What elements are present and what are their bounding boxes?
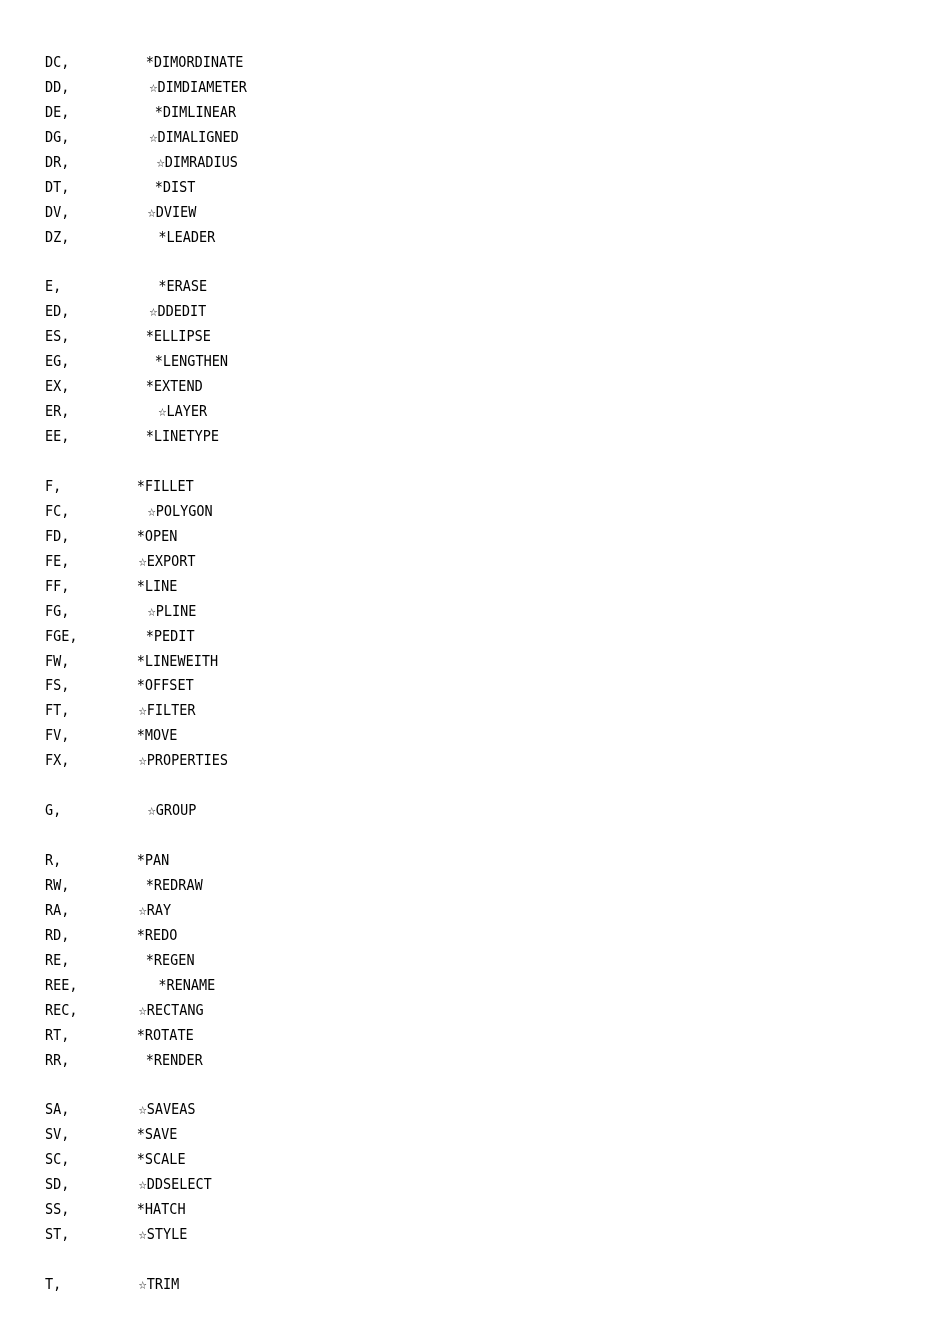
command-name: *DIST — [154, 177, 196, 196]
alias-code: FG, — [45, 601, 70, 620]
list-item — [45, 75, 819, 100]
command-name: ☆DDSELECT — [138, 1175, 212, 1194]
alias-code: ST, — [45, 1225, 70, 1244]
command-name: *SCALE — [136, 1150, 186, 1169]
command-name: *ROTATE — [136, 1025, 194, 1044]
command-name: ☆POLYGON — [147, 501, 213, 520]
list-item — [45, 898, 819, 923]
alias-code: ER, — [45, 402, 70, 421]
list-item — [45, 349, 819, 374]
command-name: *LEADER — [158, 227, 216, 246]
list-item — [45, 698, 819, 723]
list-item — [45, 474, 819, 499]
command-name: *DIMORDINATE — [145, 53, 244, 71]
group-gap — [45, 823, 819, 848]
alias-code: SS, — [45, 1200, 70, 1219]
command-name: *RENDER — [145, 1050, 203, 1069]
list-item — [45, 125, 819, 150]
group-gap — [45, 1072, 819, 1097]
alias-code: DC, — [45, 53, 70, 71]
command-name: ☆TRIM — [138, 1274, 180, 1293]
list-item — [45, 200, 819, 225]
alias-code: T, — [45, 1274, 62, 1293]
command-name: *SAVE — [136, 1125, 178, 1144]
command-name: ☆DVIEW — [147, 202, 197, 221]
alias-code: RR, — [45, 1050, 70, 1069]
command-name: ☆RAY — [138, 900, 172, 919]
alias-code: FC, — [45, 501, 70, 520]
list-item — [45, 948, 819, 973]
alias-code: RE, — [45, 950, 70, 969]
alias-code: FT, — [45, 701, 70, 720]
group-gap — [45, 449, 819, 474]
list-item — [45, 175, 819, 200]
alias-code: FS, — [45, 676, 70, 695]
list-item — [45, 1222, 819, 1247]
alias-code: SD, — [45, 1175, 70, 1194]
alias-code: RA, — [45, 900, 70, 919]
list-item — [45, 1197, 819, 1222]
alias-code: DV, — [45, 202, 70, 221]
alias-code: SC, — [45, 1150, 70, 1169]
alias-code: DZ, — [45, 227, 70, 246]
alias-code: R, — [45, 851, 62, 869]
command-name: ☆FILTER — [138, 701, 196, 720]
command-name: ☆LAYER — [158, 402, 208, 421]
list-item — [45, 50, 819, 75]
command-name: ☆STYLE — [138, 1225, 188, 1244]
command-name: *LINETYPE — [145, 427, 219, 446]
list-item — [45, 923, 819, 948]
alias-code: DD, — [45, 77, 70, 96]
list-item — [45, 424, 819, 449]
alias-code: FD, — [45, 526, 70, 545]
alias-code: DR, — [45, 152, 70, 171]
alias-code: G, — [45, 801, 62, 820]
list-item — [45, 225, 819, 250]
command-name: ☆EXPORT — [138, 551, 196, 570]
alias-code: FV, — [45, 726, 70, 745]
list-item — [45, 549, 819, 574]
list-item — [45, 624, 819, 649]
command-name: *REGEN — [145, 950, 195, 969]
command-name: *LINE — [136, 576, 178, 595]
list-item — [45, 399, 819, 424]
list-item — [45, 873, 819, 898]
group-gap — [45, 250, 819, 275]
group-gap — [45, 1247, 819, 1272]
command-name: *FILLET — [136, 476, 194, 495]
list-item — [45, 299, 819, 324]
alias-code: DG, — [45, 127, 70, 146]
list-item — [45, 1048, 819, 1073]
list-item — [45, 848, 819, 873]
alias-code: EE, — [45, 427, 70, 446]
alias-code: E, — [45, 277, 62, 296]
list-item — [45, 649, 819, 674]
list-item — [45, 1097, 819, 1122]
list-item — [45, 1122, 819, 1147]
alias-code: EG, — [45, 352, 70, 371]
command-name: *OFFSET — [136, 676, 194, 695]
list-item — [45, 973, 819, 998]
alias-code: ED, — [45, 302, 70, 321]
list-item — [45, 499, 819, 524]
alias-code: DT, — [45, 177, 70, 196]
alias-code: RT, — [45, 1025, 70, 1044]
command-name: ☆SAVEAS — [138, 1100, 196, 1119]
list-item — [45, 1147, 819, 1172]
alias-code: RW, — [45, 875, 70, 894]
command-name: *EXTEND — [145, 377, 203, 396]
command-name: *LINEWEITH — [136, 651, 219, 670]
list-item — [45, 673, 819, 698]
command-name: ☆DDEDIT — [149, 302, 207, 321]
alias-code: ES, — [45, 327, 70, 346]
command-name: ☆PLINE — [147, 601, 197, 620]
command-name: *ERASE — [158, 277, 208, 296]
alias-code: FE, — [45, 551, 70, 570]
command-name: *REDRAW — [145, 875, 203, 894]
command-name: *REDO — [136, 925, 178, 944]
alias-code: FX, — [45, 751, 70, 770]
list-item — [45, 723, 819, 748]
alias-code: FW, — [45, 651, 70, 670]
command-name: ☆DIMRADIUS — [156, 152, 238, 171]
alias-code: REC, — [45, 1000, 78, 1019]
command-name: *LENGTHEN — [154, 352, 228, 371]
alias-code: SV, — [45, 1125, 70, 1144]
command-name: *MOVE — [136, 726, 178, 745]
command-name: *ELLIPSE — [145, 327, 211, 346]
command-name: *HATCH — [136, 1200, 186, 1219]
command-name: *DIMLINEAR — [154, 102, 237, 121]
alias-code: RD, — [45, 925, 70, 944]
list-item — [45, 100, 819, 125]
list-item — [45, 599, 819, 624]
list-item — [45, 1172, 819, 1197]
command-name: ☆RECTANG — [138, 1000, 204, 1019]
command-name: *PAN — [136, 851, 170, 869]
alias-code: FGE, — [45, 626, 78, 645]
list-item — [45, 798, 819, 823]
command-name: ☆PROPERTIES — [138, 751, 229, 770]
alias-code: FF, — [45, 576, 70, 595]
command-name: ☆DIMALIGNED — [149, 127, 239, 146]
list-item — [45, 324, 819, 349]
group-gap — [45, 773, 819, 798]
alias-code: SA, — [45, 1100, 70, 1119]
alias-code: DE, — [45, 102, 70, 121]
list-item — [45, 150, 819, 175]
command-name: *OPEN — [136, 526, 178, 545]
command-name: *PEDIT — [145, 626, 195, 645]
command-alias-list — [45, 50, 905, 1297]
alias-code: REE, — [45, 975, 78, 994]
list-item — [45, 998, 819, 1023]
list-item — [45, 574, 819, 599]
list-item — [45, 274, 819, 299]
command-name: *RENAME — [158, 975, 216, 994]
alias-code: F, — [45, 476, 62, 495]
list-item — [45, 748, 819, 773]
list-item — [45, 1272, 819, 1297]
list-item — [45, 374, 819, 399]
list-item — [45, 1023, 819, 1048]
list-item — [45, 524, 819, 549]
command-name: ☆GROUP — [147, 801, 197, 820]
alias-code: EX, — [45, 377, 70, 396]
command-name: ☆DIMDIAMETER — [149, 77, 247, 96]
